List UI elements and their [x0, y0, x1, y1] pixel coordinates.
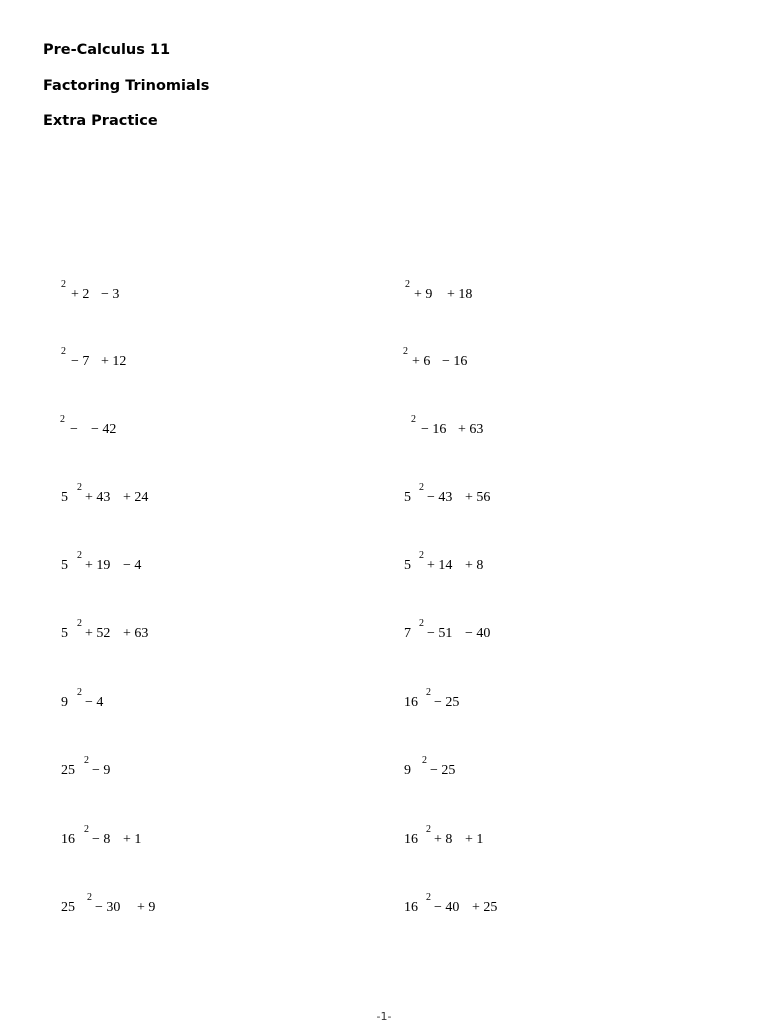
problem-coefficient: 16: [404, 695, 418, 710]
problem-exponent: 2: [77, 482, 82, 493]
problem-coefficient: 5: [404, 490, 411, 505]
problem-coefficient: 5: [61, 626, 68, 641]
problem-term-middle: + 14: [427, 558, 453, 573]
problem-term-middle: + 52: [85, 626, 111, 641]
problem-term-constant: + 8: [465, 558, 484, 573]
problem-exponent: 2: [77, 550, 82, 561]
problem-term-constant: + 63: [123, 626, 149, 641]
problem-term-constant: + 1: [465, 832, 484, 847]
problem-exponent: 2: [61, 279, 66, 290]
problem-exponent: 2: [419, 618, 424, 629]
problem-coefficient: 16: [404, 832, 418, 847]
problem-term-constant: + 63: [458, 422, 484, 437]
problem-term-constant: + 9: [137, 900, 156, 915]
worksheet-topic-title: Factoring Trinomials: [43, 78, 210, 94]
problem-term-middle: − 7: [71, 354, 90, 369]
problem-term-middle: + 6: [412, 354, 431, 369]
problem-exponent: 2: [77, 687, 82, 698]
problem-exponent: 2: [422, 755, 427, 766]
problem-exponent: 2: [426, 687, 431, 698]
problem-term-constant: − 40: [465, 626, 491, 641]
problem-exponent: 2: [77, 618, 82, 629]
page-number: -1-: [376, 1010, 392, 1023]
problem-term-middle: − 25: [430, 763, 456, 778]
problem-exponent: 2: [403, 346, 408, 357]
problem-term-constant: + 1: [123, 832, 142, 847]
problem-term-middle: −: [70, 422, 78, 437]
problem-coefficient: 7: [404, 626, 411, 641]
problem-coefficient: 25: [61, 763, 75, 778]
problem-coefficient: 16: [61, 832, 75, 847]
problem-coefficient: 5: [61, 490, 68, 505]
problem-term-middle: − 43: [427, 490, 453, 505]
problem-term-middle: + 2: [71, 287, 90, 302]
problem-term-middle: + 8: [434, 832, 453, 847]
problem-exponent: 2: [411, 414, 416, 425]
problem-term-middle: − 51: [427, 626, 453, 641]
problem-term-constant: + 56: [465, 490, 491, 505]
problem-exponent: 2: [419, 482, 424, 493]
problem-exponent: 2: [87, 892, 92, 903]
problem-exponent: 2: [419, 550, 424, 561]
problem-exponent: 2: [84, 755, 89, 766]
problem-term-middle: − 30: [95, 900, 121, 915]
problem-exponent: 2: [60, 414, 65, 425]
problem-term-constant: − 42: [91, 422, 117, 437]
problem-term-middle: − 9: [92, 763, 111, 778]
problem-exponent: 2: [426, 892, 431, 903]
problem-term-middle: − 25: [434, 695, 460, 710]
problem-coefficient: 16: [404, 900, 418, 915]
problem-term-constant: − 3: [101, 287, 120, 302]
problem-term-middle: + 19: [85, 558, 111, 573]
problem-coefficient: 5: [404, 558, 411, 573]
worksheet-course-title: Pre-Calculus 11: [43, 42, 171, 58]
problem-coefficient: 25: [61, 900, 75, 915]
problem-exponent: 2: [426, 824, 431, 835]
problem-term-middle: − 8: [92, 832, 111, 847]
problem-exponent: 2: [405, 279, 410, 290]
problem-term-constant: + 12: [101, 354, 127, 369]
problem-term-constant: + 25: [472, 900, 498, 915]
problem-term-middle: + 43: [85, 490, 111, 505]
worksheet-subtitle: Extra Practice: [43, 113, 158, 129]
problem-term-middle: + 9: [414, 287, 433, 302]
problem-coefficient: 9: [61, 695, 68, 710]
problem-exponent: 2: [61, 346, 66, 357]
problem-term-constant: + 24: [123, 490, 149, 505]
problem-coefficient: 5: [61, 558, 68, 573]
problem-term-middle: − 4: [85, 695, 104, 710]
problem-term-middle: − 16: [421, 422, 447, 437]
problem-term-constant: − 16: [442, 354, 468, 369]
problem-coefficient: 9: [404, 763, 411, 778]
problem-term-constant: + 18: [447, 287, 473, 302]
problem-term-middle: − 40: [434, 900, 460, 915]
problem-exponent: 2: [84, 824, 89, 835]
problem-term-constant: − 4: [123, 558, 142, 573]
